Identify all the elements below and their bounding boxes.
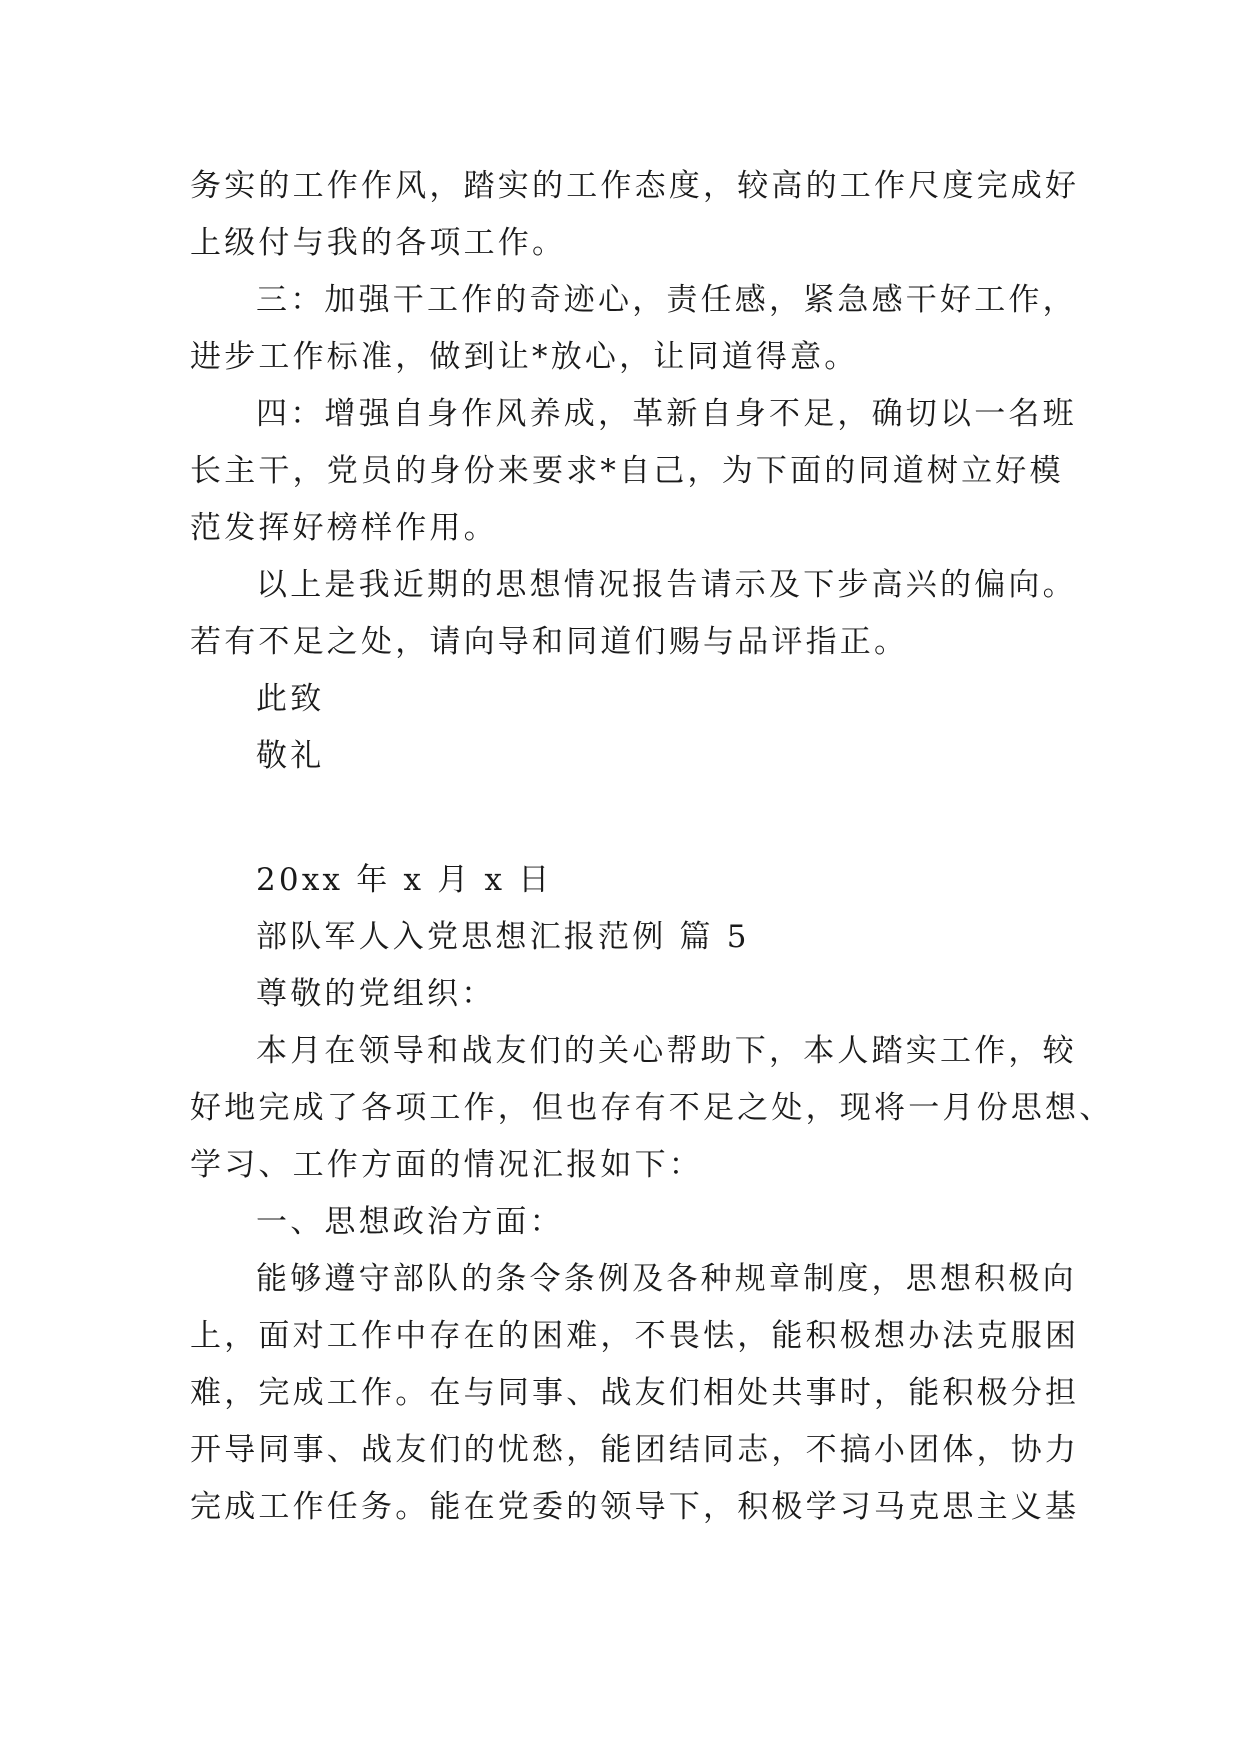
closing-line: 敬礼 [256, 738, 325, 774]
text-line: 务实的工作作风，踏实的工作态度，较高的工作尺度完成好 [190, 168, 1080, 204]
text-line: 长主干，党员的身份来要求*自己，为下面的同道树立好模 [190, 453, 1064, 489]
section-title: 部队军人入党思想汇报范例 篇 5 [256, 919, 750, 955]
subheading-line: 一、思想政治方面： [256, 1204, 564, 1240]
text-line: 完成工作任务。能在党委的领导下，积极学习马克思主义基 [190, 1489, 1080, 1525]
text-line: 上，面对工作中存在的困难，不畏怯，能积极想办法克服困 [190, 1318, 1080, 1354]
text-line: 难，完成工作。在与同事、战友们相处共事时，能积极分担 [190, 1375, 1080, 1411]
text-line: 四：增强自身作风养成，革新自身不足，确切以一名班 [256, 396, 1077, 432]
text-line: 范发挥好榜样作用。 [190, 510, 498, 546]
text-line: 好地完成了各项工作，但也存有不足之处，现将一月份思想、 [190, 1090, 1114, 1126]
text-line: 进步工作标准，做到让*放心，让同道得意。 [190, 339, 859, 375]
text-line: 本月在领导和战友们的关心帮助下，本人踏实工作，较 [256, 1033, 1077, 1069]
text-line: 能够遵守部队的条令条例及各种规章制度，思想积极向 [256, 1261, 1077, 1297]
text-line: 上级付与我的各项工作。 [190, 225, 567, 261]
text-line: 以上是我近期的思想情况报告请示及下步高兴的偏向。 [256, 567, 1077, 603]
date-line: 20xx 年 x 月 x 日 [256, 862, 553, 898]
text-line: 三：加强干工作的奇迹心，责任感，紧急感干好工作， [256, 282, 1077, 318]
text-line: 开导同事、战友们的忧愁，能团结同志，不搞小团体，协力 [190, 1432, 1080, 1468]
salutation-line: 尊敬的党组织： [256, 976, 496, 1012]
text-line: 若有不足之处，请向导和同道们赐与品评指正。 [190, 624, 909, 660]
closing-line: 此致 [256, 681, 325, 717]
text-line: 学习、工作方面的情况汇报如下： [190, 1147, 703, 1183]
